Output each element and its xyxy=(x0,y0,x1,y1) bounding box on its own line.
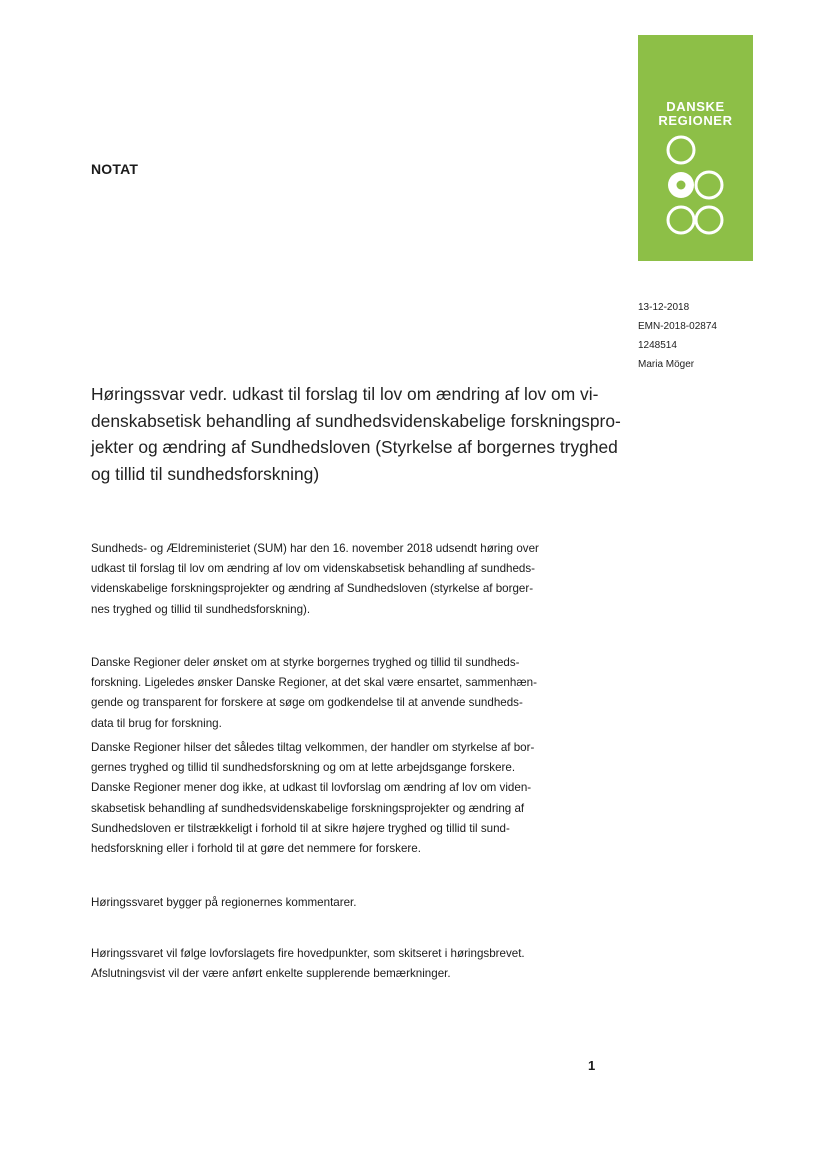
paragraph-line: gende og transparent for forskere at søge om godkendelse til at anvende sundheds- xyxy=(91,696,523,710)
paragraph-shared-goal xyxy=(91,653,611,734)
paragraph-line: forskning. Ligeledes ønsker Danske Regioner, at det skal være ensartet, sammenhæn- xyxy=(91,676,537,690)
title-line: og tillid til sundhedsforskning) xyxy=(91,463,320,484)
paragraph-line: Høringssvaret bygger på regionernes kommentarer. xyxy=(91,896,357,909)
title-line: Høringssvar vedr. udkast til forslag til lov om ændring af lov om vi- xyxy=(91,384,599,404)
paragraph-line: videnskabelige forskningsprojekter og ændring af Sundhedsloven (styrkelse af borger- xyxy=(91,582,534,596)
paragraph-line: Sundhedsloven er tilstrækkeligt i forhold til at sikre højere tryghed og tillid til sund- xyxy=(91,821,510,835)
paragraph-line: Danske Regioner mener dog ikke, at udkast til lovforslag om ændring af lov om viden- xyxy=(91,781,532,795)
paragraph-structure xyxy=(91,944,611,984)
logo-text-line1: DANSKE xyxy=(666,99,725,114)
meta-date: 13-12-2018 xyxy=(638,302,690,313)
paragraph-intro xyxy=(91,539,611,620)
meta-author: Maria Möger xyxy=(638,359,695,370)
title-line: denskabsetisk behandling af sundhedsvidenskabelige forskningspro- xyxy=(91,410,621,431)
document-type-label: NOTAT xyxy=(91,161,139,177)
document-metadata xyxy=(638,298,717,374)
document-title xyxy=(91,381,621,487)
paragraph-basis xyxy=(91,893,611,913)
title-line: jekter og ændring af Sundhedsloven (Styrkelse af borgernes tryghed xyxy=(91,437,618,457)
paragraph-position xyxy=(91,738,611,859)
danske-regioner-logo xyxy=(638,35,753,261)
meta-document-number: 1248514 xyxy=(638,340,677,351)
paragraph-line: nes tryghed og tillid til sundhedsforskning). xyxy=(91,602,311,616)
paragraph-line: udkast til forslag til lov om ændring af lov om videnskabsetisk behandling af sundheds- xyxy=(91,562,536,576)
paragraph-line: skabsetisk behandling af sundhedsvidenskabelige forskningsprojekter og ændring af xyxy=(91,801,525,815)
paragraph-line: Sundheds- og Ældreministeriet (SUM) har den 16. november 2018 udsendt høring over xyxy=(91,542,539,555)
paragraph-line: Høringssvaret vil følge lovforslagets fire hovedpunkter, som skitseret i høringsbrevet. xyxy=(91,947,525,960)
paragraph-line: Danske Regioner deler ønsket om at styrke borgernes tryghed og tillid til sundheds- xyxy=(91,656,520,669)
meta-case-number: EMN-2018-02874 xyxy=(638,321,717,332)
page-number: 1 xyxy=(588,1058,596,1073)
paragraph-line: data til brug for forskning. xyxy=(91,716,222,730)
paragraph-line: Afslutningsvist vil der være anført enkelte supplerende bemærkninger. xyxy=(91,967,451,981)
paragraph-line: Danske Regioner hilser det således tiltag velkommen, der handler om styrkelse af bor- xyxy=(91,741,535,754)
paragraph-line: hedsforskning eller i forhold til at gøre det nemmere for forskere. xyxy=(91,842,421,856)
paragraph-line: gernes tryghed og tillid til sundhedsforskning og om at lette arbejdsgange forskere. xyxy=(91,761,516,775)
logo-text-line2: REGIONER xyxy=(658,113,733,128)
logo-circles-icon xyxy=(638,35,753,261)
